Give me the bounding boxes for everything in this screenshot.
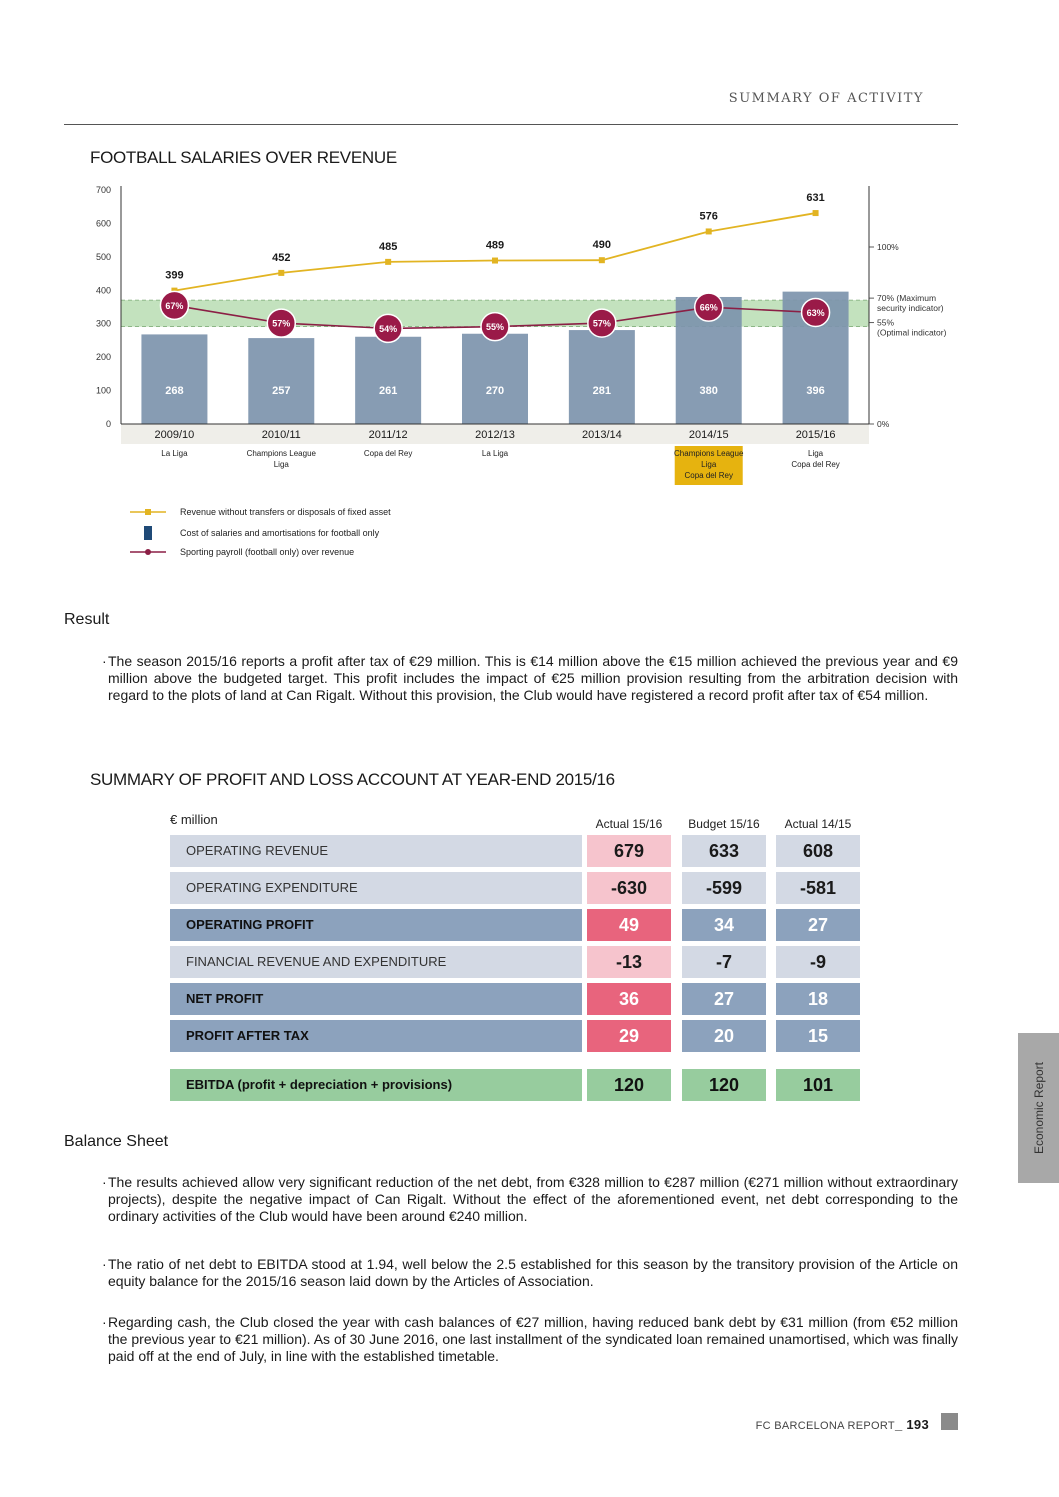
result-text: The season 2015/16 reports a profit after tax of €29 million. This is €14 million above the €15 million achieved the previous year and €9 million above the budgeted target. This profit includes the impact of €25 million provision resulting from the arbitration decision with regard to the plots of land at Can Rigalt. Without this provision, the Club would have registered a record profit after tax of €54 million. (108, 653, 958, 703)
ratio-label: 63% (806, 307, 825, 318)
salary-bar-label: 261 (378, 385, 398, 397)
pl-cell: 36 (587, 983, 671, 1015)
trophy-label: Copa del Rey (791, 460, 840, 469)
balance-text-3: Regarding cash, the Club closed the year with cash balances of €27 million, having reduced bank debt by €31 million (from €52 million the previous year to €21 million). As of 30 June 2016, one last installment of the syndicated loan remained unamortised, which was finally paid off at the end of July, in line with the established timetable. (108, 1314, 958, 1364)
chart-title: FOOTBALL SALARIES OVER REVENUE (90, 148, 397, 167)
category-label: 2015/16 (795, 429, 836, 441)
revenue-line (174, 213, 815, 291)
pl-cell: 20 (682, 1020, 766, 1052)
pl-cell: 49 (587, 909, 671, 941)
ebitda-label: EBITDA (profit + depreciation + provisions) (170, 1069, 582, 1101)
trophy-label: Liga (701, 460, 717, 469)
pl-cell: 15 (776, 1020, 860, 1052)
balance-text-1: The results achieved allow very significant reduction of the net debt, from €328 million to €287 million (€271 million without extraordinary projects), despite the negative impact of Can Rigalt. Without the effect of the aforementioned event, net debt corresponding to the ordinary activities of the Club would have been around €240 million. (108, 1174, 958, 1224)
pl-cell: -599 (682, 872, 766, 904)
ratio-label: 57% (592, 318, 611, 329)
pl-unit: € million (170, 812, 218, 827)
revenue-label: 399 (165, 269, 184, 282)
balance-text-2: The ratio of net debt to EBITDA stood at 1.94, well below the 2.5 established for this season by the transitory provision of the Article on equity balance for the 2015/16 season laid down by the Articles of Association. (108, 1256, 958, 1289)
balance-paragraph-2 (102, 1256, 958, 1290)
legend-revenue-label: Revenue without transfers or disposals of fixed asset (180, 507, 391, 517)
trophy-label: Liga (273, 460, 289, 469)
pl-cell: 608 (776, 835, 860, 867)
y-tick-label: 400 (95, 285, 111, 296)
ratio-label: 57% (272, 318, 291, 329)
salary-bar-label: 257 (272, 385, 291, 397)
ratio-label: 55% (485, 322, 505, 333)
header-rule (64, 124, 958, 125)
legend-salaries (130, 526, 380, 540)
pl-cell: -581 (776, 872, 860, 904)
salary-bar (462, 334, 528, 424)
revenue-label: 490 (592, 239, 612, 252)
revenue-marker (813, 210, 819, 216)
right-axis-label: 100% (877, 242, 899, 252)
revenue-label: 485 (378, 240, 398, 253)
category-label: 2012/13 (475, 429, 515, 441)
ratio-label: 66% (699, 302, 718, 313)
bullet: · (102, 1314, 107, 1330)
side-tab-label: Economic Report (1031, 1061, 1046, 1155)
salary-bar-label: 281 (592, 385, 612, 397)
trophy-label: La Liga (161, 449, 188, 458)
pl-cell: 29 (587, 1020, 671, 1052)
salary-bar-label: 268 (165, 385, 184, 397)
ratio-label: 54% (379, 323, 398, 334)
pl-cell: -630 (587, 872, 671, 904)
y-tick-label: 700 (95, 185, 111, 195)
balance-heading: Balance Sheet (64, 1133, 169, 1150)
revenue-label: 631 (806, 192, 825, 205)
legend-ratio-swatch (130, 546, 166, 558)
pl-col-actual-1415: Actual 14/15 (784, 817, 852, 831)
pl-cell: 679 (587, 835, 671, 867)
ebitda-cell: 120 (682, 1069, 766, 1101)
y-tick-label: 200 (95, 352, 111, 363)
revenue-marker (385, 259, 391, 265)
salary-bar-label: 396 (806, 385, 825, 397)
pl-row-label: OPERATING EXPENDITURE (170, 872, 582, 904)
salary-bar (569, 330, 635, 424)
running-header: SUMMARY OF ACTIVITY (728, 91, 924, 106)
pl-row-label: NET PROFIT (170, 983, 582, 1015)
pl-cell: -9 (776, 946, 860, 978)
pl-col-budget-1516: Budget 15/16 (688, 817, 760, 831)
legend-revenue (130, 506, 391, 518)
salary-bar-label: 270 (485, 385, 505, 397)
pl-row-label: FINANCIAL REVENUE AND EXPENDITURE (170, 946, 582, 978)
pl-cell: 18 (776, 983, 860, 1015)
footer-square (941, 1413, 958, 1430)
pl-cell: 27 (776, 909, 860, 941)
trophy-label: Champions League (674, 449, 744, 458)
legend-ratio (130, 546, 355, 558)
ebitda-cell: 120 (587, 1069, 671, 1101)
pl-row-label: OPERATING PROFIT (170, 909, 582, 941)
pl-col-actual-1516: Actual 15/16 (595, 817, 663, 831)
revenue-marker (492, 258, 498, 264)
result-paragraph (102, 653, 958, 704)
salary-bar-label: 380 (699, 385, 718, 397)
bullet: · (102, 1174, 107, 1190)
balance-paragraph-1 (102, 1174, 958, 1225)
bullet: · (102, 653, 107, 669)
legend-salaries-label: Cost of salaries and amortisations for football only (180, 528, 380, 538)
right-axis-label: 70% (Maximum (877, 293, 937, 304)
pl-row-label: PROFIT AFTER TAX (170, 1020, 582, 1052)
pl-row-label: OPERATING REVENUE (170, 835, 582, 867)
category-label: 2014/15 (688, 429, 729, 441)
ratio-label: 67% (165, 300, 184, 311)
pl-cell: 34 (682, 909, 766, 941)
salary-bar (141, 334, 207, 424)
result-heading: Result (64, 611, 110, 628)
revenue-label: 576 (699, 210, 718, 223)
pl-cell: -7 (682, 946, 766, 978)
pl-cell: 633 (682, 835, 766, 867)
y-tick-label: 500 (95, 251, 111, 262)
category-label: 2009/10 (154, 429, 195, 441)
y-tick-label: 100 (95, 385, 111, 396)
revenue-marker (278, 270, 284, 276)
legend-ratio-label: Sporting payroll (football only) over revenue (180, 547, 355, 557)
footer: FC BARCELONA REPORT_ 193 (755, 1417, 929, 1432)
trophy-label: Liga (808, 449, 824, 458)
right-axis-label: security indicator) (877, 303, 944, 314)
side-tab (1018, 1033, 1059, 1183)
salaries-revenue-chart (85, 180, 965, 500)
pl-cell: -13 (587, 946, 671, 978)
bullet: · (102, 1256, 107, 1272)
legend-revenue-swatch (130, 506, 166, 518)
trophy-label: La Liga (481, 449, 509, 458)
y-tick-label: 300 (95, 318, 111, 329)
legend-salaries-swatch (130, 526, 166, 540)
salary-bar (355, 337, 421, 424)
right-axis-label: 55% (877, 317, 895, 328)
trophy-label: Copa del Rey (684, 471, 733, 480)
salary-bar (248, 338, 314, 424)
y-tick-label: 0 (105, 419, 111, 429)
trophy-label: Copa del Rey (363, 449, 413, 458)
category-label: 2013/14 (581, 429, 622, 441)
category-label: 2010/11 (261, 429, 301, 441)
revenue-label: 489 (485, 239, 505, 252)
ebitda-cell: 101 (776, 1069, 860, 1101)
revenue-label: 452 (272, 251, 291, 264)
revenue-marker (706, 228, 712, 234)
pl-cell: 27 (682, 983, 766, 1015)
category-label: 2011/12 (368, 429, 408, 441)
right-axis-label: (Optimal indicator) (877, 327, 947, 338)
y-tick-label: 600 (95, 218, 111, 229)
revenue-marker (599, 257, 605, 263)
trophy-label: Champions League (246, 449, 316, 458)
footer-text: FC BARCELONA REPORT (755, 1420, 895, 1432)
page-number: 193 (906, 1417, 929, 1432)
right-axis-label: 0% (877, 419, 890, 429)
pl-title: SUMMARY OF PROFIT AND LOSS ACCOUNT AT YEAR-END 2015/16 (90, 770, 615, 789)
balance-paragraph-3 (102, 1314, 958, 1365)
